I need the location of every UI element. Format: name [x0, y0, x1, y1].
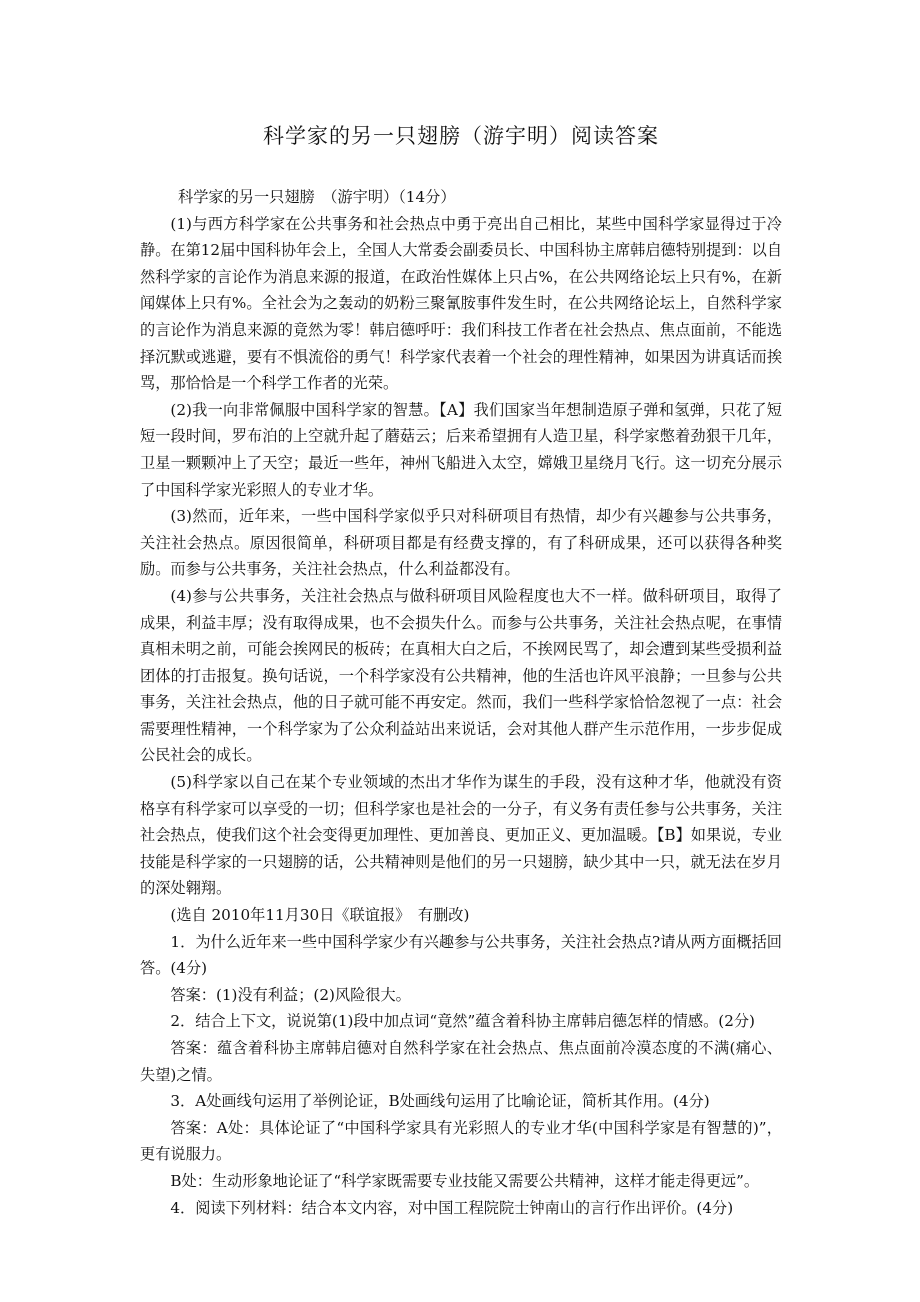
answer-3b: B处：生动形象地论证了“科学家既需要专业技能又需要公共精神，这样才能走得更远”。 [170, 1171, 760, 1190]
paragraph-4: (4)参与公共事务，关注社会热点与做科研项目风险程度也大不一样。做科研项目，取得了成果，利益丰厚；没有取得成果，也不会损失什么。而参与公共事务，关注社会热点呢，在事情真相未明之前，可能会挨网民的板砖；在真相大白之后，不挨网民骂了，却会遭到某些受损利益团体的打击报复。换句话说，一个科学家没有公共精神，他的生活也许风平浪静；一旦参与公共事务，关注社会热点，他的日子就可能不再安定。然而，我们一些科学家恰恰忽视了一点：社会需要理性精神，一个科学家为了公众利益站出来说话，会对其他人群产生示范作用，一步步促成公民社会的成长。 [140, 586, 782, 765]
answer-1: 答案：(1)没有利益；(2)风险很大。 [170, 985, 411, 1004]
source-note: (选自 2010年11月30日《联谊报》 有删改) [170, 906, 470, 925]
paragraph-1: (1)与西方科学家在公共事务和社会热点中勇于亮出自己相比，某些中国科学家显得过于冷静。在第12届中国科协年会上，全国人大常委会副委员长、中国科协主席韩启德特别提到：以自然科学家的言论作为消息来源的报道，在政治性媒体上只占%，在公共网络论坛上只有%，在新闻媒体上只有%。全社会为之轰动的奶粉三聚氰胺事件发生时，在公共网络论坛上，自然科学家的言论作为消息来源的竟然为零！韩启德呼吁：我们科技工作者在社会热点、焦点面前，不能选择沉默或逃避，要有不惧流俗的勇气！科学家代表着一个社会的理性精神，如果因为讲真话而挨骂，那恰恰是一个科学工作者的光荣。 [140, 214, 783, 393]
question-4: 4．阅读下列材料：结合本文内容，对中国工程院院士钟南山的言行作出评价。(4分) [170, 1198, 734, 1217]
paragraph-2: (2)我一向非常佩服中国科学家的智慧。【A】我们国家当年想制造原子弹和氢弹，只花了短短一段时间，罗布泊的上空就升起了蘑菇云；后来希望拥有人造卫星，科学家憋着劲狠干几年，卫星一颗颗冲上了天空；最近一些年，神州飞船进入太空，嫦娥卫星绕月飞行。这一切充分展示了中国科学家光彩照人的专业才华。 [140, 400, 782, 499]
paragraph-5: (5)科学家以自己在某个专业领域的杰出才华作为谋生的手段，没有这种才华，他就没有资格享有科学家可以享受的一切；但科学家也是社会的一分子，有义务有责任参与公共事务，关注社会热点，使我们这个社会变得更加理性、更加善良、更加正义、更加温暖。【B】如果说，专业技能是科学家的一只翅膀的话，公共精神则是他们的另一只翅膀，缺少其中一只，就无法在岁月的深处翱翔。 [140, 773, 782, 898]
answer-3a: 答案：A处：具体论证了“中国科学家具有光彩照人的专业才华(中国科学家是有智慧的)”，更有说服力。 [140, 1118, 782, 1164]
answer-2: 答案：蕴含着科协主席韩启德对自然科学家在社会热点、焦点面前冷漠态度的不满(痛心、失望)之情。 [140, 1039, 782, 1084]
paragraph-3: (3)然而，近年来，一些中国科学家似乎只对科研项目有热情，却少有兴趣参与公共事务，关注社会热点。原因很简单，科研项目都是有经费支撑的，有了科研成果，还可以获得各种奖励。而参与公共事务，关注社会热点，什么利益都没有。 [140, 507, 782, 579]
question-2: 2．结合上下文，说说第(1)段中加点词“竟然”蕴含着科协主席韩启德怎样的情感。(2分) [170, 1012, 755, 1031]
document-body [140, 184, 782, 1221]
question-1: 1．为什么近年来一些中国科学家少有兴趣参与公共事务，关注社会热点?请从两方面概括回答。(4分) [140, 932, 782, 978]
document-title: 科学家的另一只翅膀（游宇明）阅读答案 [263, 124, 659, 148]
article-heading: 科学家的另一只翅膀 （游宇明）（14分） [178, 188, 456, 206]
question-3: 3．A处画线句运用了举例论证，B处画线句运用了比喻论证，简析其作用。(4分) [170, 1092, 710, 1111]
